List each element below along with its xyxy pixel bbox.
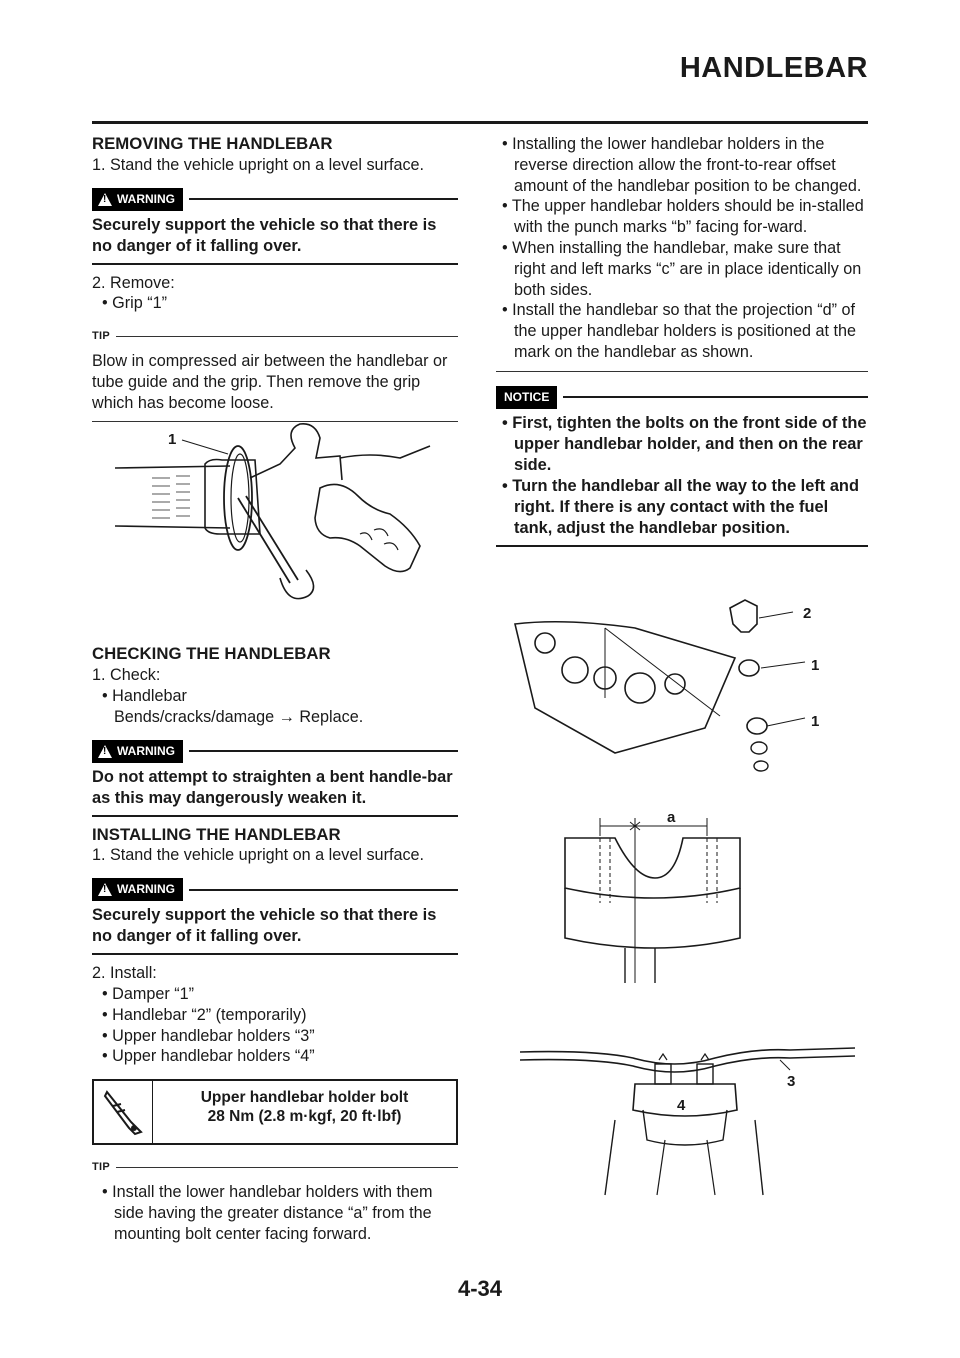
handlebar-holder-figure bbox=[515, 1030, 860, 1200]
damper-install-figure bbox=[505, 588, 835, 788]
tip-text: Blow in compressed air between the handlebar or tube guide and the grip. Then remove the grip which has become loose. bbox=[92, 351, 458, 422]
tip-bullet: • Install the lower handlebar holders with them side having the greater distance “a” from the mounting bolt center facing forward. bbox=[102, 1182, 433, 1243]
installing-step-1: 1. Stand the vehicle upright on a level surface. bbox=[92, 846, 425, 865]
grip-callout-1: 1 bbox=[168, 431, 177, 448]
right-bullet: • Install the handlebar so that the projection “d” of the upper handlebar holders is positioned at the mark on the handlebar as shown. bbox=[496, 300, 868, 371]
warning-triangle-icon: ! bbox=[98, 193, 112, 206]
torque-spec-box bbox=[92, 1079, 458, 1145]
warning-label: WARNING bbox=[117, 743, 175, 758]
warning-triangle-icon: ! bbox=[98, 745, 112, 758]
tip-header bbox=[92, 1157, 458, 1178]
damper-callout-2: 2 bbox=[803, 605, 812, 622]
warning-triangle-icon: ! bbox=[98, 883, 112, 896]
left-column bbox=[92, 134, 458, 1244]
installing-heading: INSTALLING THE HANDLEBAR bbox=[92, 824, 341, 844]
warning-label: WARNING bbox=[117, 882, 175, 897]
damper-callout-1: 1 bbox=[811, 713, 820, 730]
warning-badge bbox=[92, 188, 183, 211]
notice-item: • Turn the handlebar all the way to the left and right. If there is any contact with the fuel tank, adjust the handlebar position. bbox=[502, 476, 859, 537]
install-item: • Upper handlebar holders “4” bbox=[102, 1047, 315, 1066]
notice-header bbox=[496, 386, 868, 409]
warning-header bbox=[92, 188, 458, 211]
holder-callout-4: 4 bbox=[677, 1097, 686, 1114]
removing-step-1: 1. Stand the vehicle upright on a level surface. bbox=[92, 155, 425, 174]
removing-step-2: 2. Remove: bbox=[92, 273, 175, 292]
warning-text: Do not attempt to straighten a bent handle-bar as this may dangerously weaken it. bbox=[92, 767, 458, 817]
grip-removal-figure bbox=[110, 418, 440, 613]
handlebar-callout-3: 3 bbox=[787, 1073, 796, 1090]
checking-heading: CHECKING THE HANDLEBAR bbox=[92, 644, 331, 664]
torque-spec-name: Upper handlebar holder bolt bbox=[200, 1089, 409, 1107]
notice-badge: NOTICE bbox=[496, 386, 557, 409]
right-bullet: • The upper handlebar holders should be in-stalled with the punch marks “b” facing for-ward. bbox=[502, 197, 864, 237]
checking-item-handlebar: • Handlebar bbox=[102, 686, 187, 705]
warning-text: Securely support the vehicle so that there is no danger of it falling over. bbox=[92, 215, 458, 265]
install-item: • Upper handlebar holders “3” bbox=[102, 1026, 315, 1045]
warning-badge bbox=[92, 878, 183, 901]
notice-text bbox=[496, 413, 868, 547]
install-item: • Handlebar “2” (temporarily) bbox=[102, 1005, 307, 1024]
notice-item: • First, tighten the bolts on the front side of the upper handlebar holder, and then on the rear side. bbox=[502, 413, 867, 474]
warning-label: WARNING bbox=[117, 191, 175, 206]
removing-heading: REMOVING THE HANDLEBAR bbox=[92, 134, 333, 153]
installing-step-2: 2. Install: bbox=[92, 964, 157, 983]
checking-step-1: 1. Check: bbox=[92, 666, 161, 685]
tip-label: TIP bbox=[92, 330, 111, 343]
torque-wrench-icon bbox=[94, 1081, 153, 1143]
warning-badge bbox=[92, 740, 183, 763]
removing-item-grip: • Grip “1” bbox=[102, 294, 168, 313]
damper-callout-1: 1 bbox=[811, 657, 820, 674]
install-item: • Damper “1” bbox=[102, 984, 195, 1003]
right-column bbox=[496, 134, 868, 547]
warning-header bbox=[92, 878, 458, 901]
warning-header bbox=[92, 740, 458, 763]
tip-label: TIP bbox=[92, 1161, 111, 1174]
right-bullet: • When installing the handlebar, make sure that right and left marks “c” are in place identically on both sides. bbox=[502, 238, 862, 299]
checking-item-detail: Bends/cracks/damage → Replace. bbox=[114, 707, 364, 726]
torque-spec-value: 28 Nm (2.8 m·kgf, 20 ft·lbf) bbox=[207, 1108, 402, 1126]
page-title: HANDLEBAR bbox=[679, 52, 868, 84]
tip-header bbox=[92, 326, 458, 347]
warning-text: Securely support the vehicle so that there is no danger of it falling over. bbox=[92, 905, 458, 955]
offset-callout-a: a bbox=[667, 809, 676, 826]
page-number: 4-34 bbox=[457, 1276, 503, 1301]
holder-offset-figure bbox=[555, 808, 755, 988]
right-bullet: • Installing the lower handlebar holders in the reverse direction allow the front-to-rear offset amount of the handlebar position to be changed. bbox=[502, 135, 862, 195]
title-rule bbox=[92, 121, 868, 124]
